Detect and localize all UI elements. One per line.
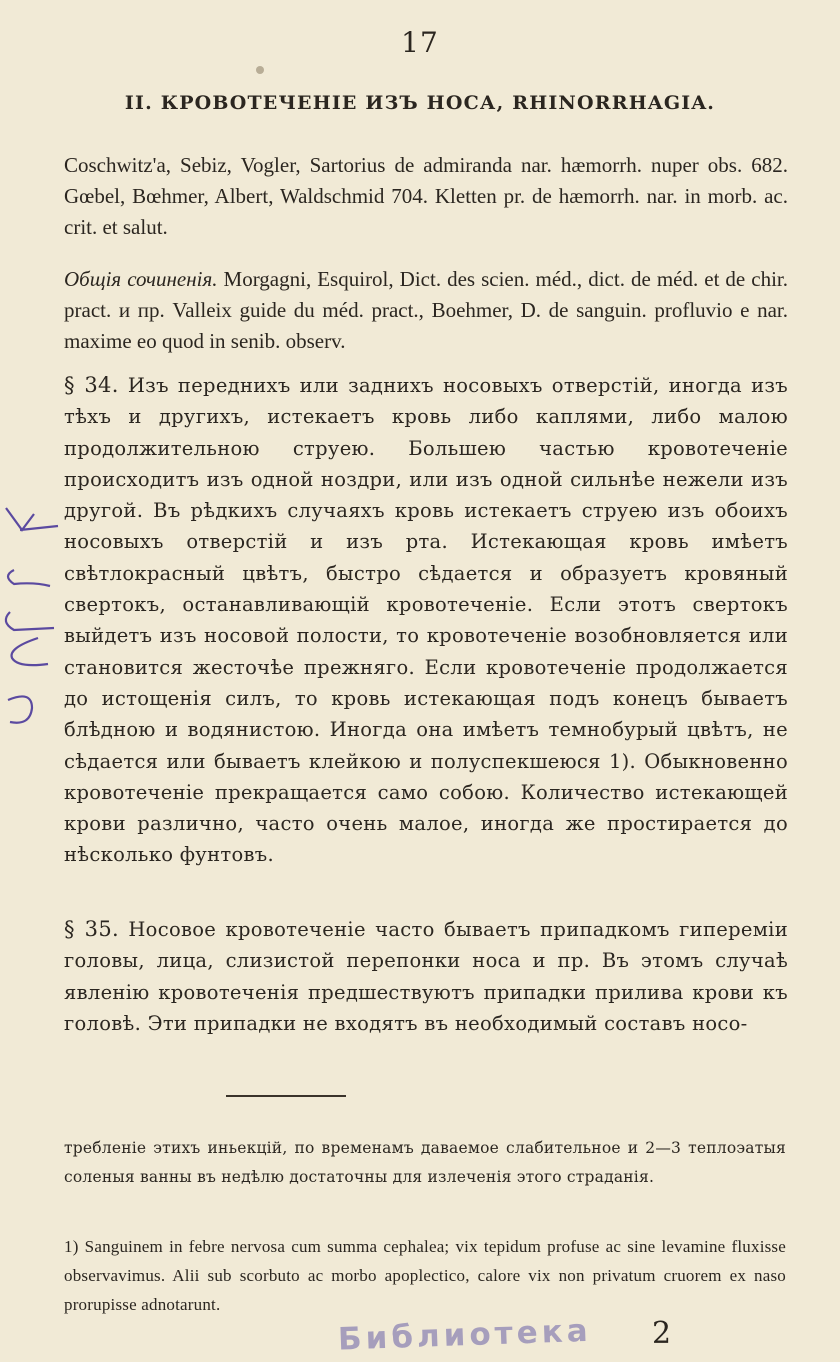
page-number: 17 xyxy=(401,26,439,59)
chapter-heading: II. КРОВОТЕЧЕНІЕ ИЗЪ НОСА, RHINORRHAGIA. xyxy=(124,92,716,114)
references-paragraph: Coschwitz'a, Sebiz, Vogler, Sartorius de admiranda nar. hæmorrh. nuper obs. 682. Gœbel, Bœhmer, Albert, Waldschmid 704. Kletten pr. de hæmorrh. nar. in morb. ac. crit. et salut. xyxy=(64,153,788,239)
section-34-text: Изъ переднихъ или заднихъ носовыхъ отверстій, иногда изъ тѣхъ и другихъ, истекаетъ кровь либо каплями, либо малою продолжительною струею. Большею частью кровотеченіе происходитъ изъ одной ноздри, или изъ одной сильнѣе нежели изъ другой. Въ рѣдкихъ случаяхъ кровь истекаетъ струею изъ обоихъ носовыхъ отверстій и изъ рта. Истекающая кровь имѣетъ свѣтлокрасный цвѣтъ, быстро сѣдается и образуетъ кровяный свертокъ, останавливающій кровотеченіе. Если этотъ свертокъ выйдетъ изъ носовой полости, то кровотеченіе возобновляется или становится жесточѣе прежняго. Если кровотеченіе продолжается до истощенія силъ, то кровь истекающая подъ конецъ бываетъ блѣдною и водянистою. Иногда она имѣетъ темнобурый цвѣтъ, не сѣдается или бываетъ клейкою и полуспекшеюся 1). Обыкновенно кровотеченіе прекращается само собою. Количество истекающей крови различно, часто очень малое, иногда же простирается до нѣсколько фунтовъ. xyxy=(64,374,789,867)
section-34-number: § 34. xyxy=(64,373,119,397)
section-35-number: § 35. xyxy=(64,917,119,941)
signature-mark: 2 xyxy=(652,1316,672,1351)
footnote-continuation: требленіе этихъ иньекцій, по временамъ даваемое слабительное и 2—3 теплоэатыя соленыя ванны въ недѣлю достаточны для излеченія этого страданія. xyxy=(64,1139,786,1186)
footnote-divider xyxy=(226,1095,346,1097)
general-works-paragraph xyxy=(64,264,788,357)
footnote-1: 1) Sanguinem in febre nervosa cum summa cephalea; vix tepidum profuse ac sine levamine fluxisse observavimus. Alii sub scorbuto ac morbo apoplectico, calore vix non privatum cruorem ex naso prorupisse adnotarunt. xyxy=(64,1237,786,1314)
section-35-paragraph xyxy=(64,914,788,1039)
section-35-text: Носовое кровотеченіе часто бываетъ припадкомъ гипереміи головы, лица, слизистой перепонки носа и пр. Въ этомъ случаѣ явленію кровотеченія предшествуютъ припадки прилива крови къ головѣ. Эти припадки не входятъ въ необходимый составъ носо- xyxy=(64,918,789,1035)
library-stamp: Библиотека xyxy=(337,1312,593,1358)
general-works-label: Общія сочиненія. xyxy=(64,267,218,291)
section-34-paragraph xyxy=(64,370,788,871)
ink-spot xyxy=(256,66,264,74)
margin-pen-marks xyxy=(0,500,70,740)
general-works-text: Morgagni, Esquirol, Dict. des scien. méd., dict. de méd. et de chir. pract. и пр. Valleix guide du méd. pract., Boehmer, D. de sanguin. profluvio e nar. maxime eo quod in senib. observ. xyxy=(64,267,789,353)
